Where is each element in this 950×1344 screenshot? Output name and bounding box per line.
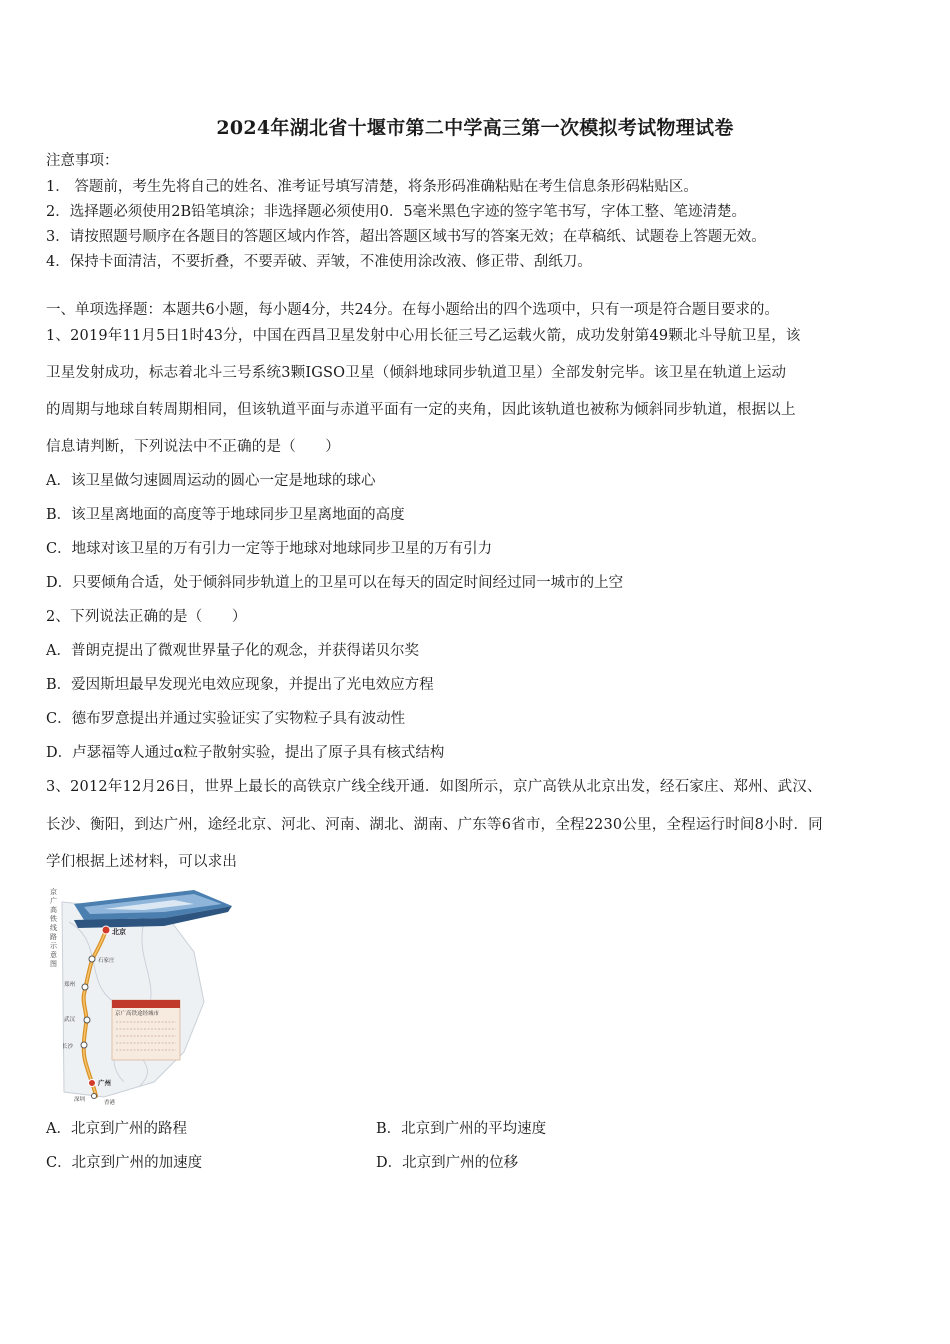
q2-option-b: B．爱因斯坦最早发现光电效应现象，并提出了光电效应方程 (46, 677, 434, 693)
page-title: 2024年湖北省十堰市第二中学高三第一次模拟考试物理试卷 (216, 117, 734, 139)
q3-option-b: B．北京到广州的平均速度 (376, 1121, 547, 1137)
q3-stem-line: 学们根据上述材料，可以求出 (46, 854, 238, 870)
map-side-char: 图 (50, 960, 57, 968)
city-label: 郑州 (64, 982, 76, 988)
city-label: 广州 (98, 1079, 111, 1087)
map-side-char: 高 (50, 906, 57, 914)
city-label: 深圳 (74, 1097, 86, 1103)
q3-stem-line: 长沙、衡阳，到达广州，途经北京、河北、河南、湖北、湖南、广东等6省市，全程2230公里，全程运行时间8小时．同 (46, 817, 823, 833)
station-shijiazhuang (89, 956, 95, 962)
station-changsha (81, 1042, 87, 1048)
station-zhengzhou (82, 984, 88, 990)
map-side-char: 线 (50, 924, 57, 932)
station-beijing (102, 926, 110, 934)
q1-option-b: B．该卫星离地面的高度等于地球同步卫星离地面的高度 (46, 507, 405, 523)
q2-option-d: D．卢瑟福等人通过α粒子散射实验，提出了原子具有核式结构 (46, 745, 445, 761)
map-side-char: 示 (50, 942, 57, 950)
map-side-label (50, 887, 58, 968)
q1-option-a: A．该卫星做匀速圆周运动的圆心一定是地球的球心 (46, 473, 376, 489)
map-side-char: 京 (50, 888, 57, 896)
q2-option-a: A．普朗克提出了微观世界量子化的观念，并获得诺贝尔奖 (46, 643, 419, 659)
q2-option-c: C．德布罗意提出并通过实验证实了实物粒子具有波动性 (46, 711, 406, 727)
city-label: 香港 (104, 1100, 116, 1106)
q3-option-a: A．北京到广州的路程 (46, 1121, 187, 1137)
q3-option-d: D．北京到广州的位移 (376, 1155, 519, 1171)
notice-item: 2．选择题必须使用2B铅笔填涂；非选择题必须使用0．5毫米黑色字迹的签字笔书写，字体工整、笔迹清楚。 (46, 204, 747, 220)
notice-item: 1． 答题前，考生先将自己的姓名、准考证号填写清楚，将条形码准确粘贴在考生信息条形码粘贴区。 (46, 179, 698, 195)
notice-item: 4．保持卡面清洁，不要折叠，不要弄破、弄皱，不准使用涂改液、修正带、刮纸刀。 (46, 254, 592, 270)
map-side-char: 意 (50, 951, 57, 959)
q3-option-c: C．北京到广州的加速度 (46, 1155, 203, 1171)
city-label: 北京 (112, 928, 126, 936)
map-box-title: 京广高铁途经城市 (115, 1011, 160, 1017)
city-label: 长沙 (62, 1044, 74, 1050)
q1-stem-line: 信息请判断，下列说法中不正确的是（ ） (46, 439, 340, 455)
city-label: 石家庄 (98, 958, 115, 964)
city-label: 武汉 (64, 1017, 76, 1023)
notice-item: 3．请按照题号顺序在各题目的答题区域内作答，超出答题区域书写的答案无效；在草稿纸、试题卷上答题无效。 (46, 229, 766, 245)
station-wuhan (84, 1017, 90, 1023)
q1-option-d: D．只要倾角合适，处于倾斜同步轨道上的卫星可以在每天的固定时间经过同一城市的上空 (46, 575, 624, 591)
map-info-box (112, 1000, 180, 1060)
map-side-char: 广 (50, 897, 57, 905)
map-side-char: 铁 (50, 915, 57, 923)
q1-option-c: C．地球对该卫星的万有引力一定等于地球对地球同步卫星的万有引力 (46, 541, 493, 557)
q2-stem: 2、下列说法正确的是（ ） (46, 609, 247, 625)
q3-stem-line: 3、2012年12月26日，世界上最长的高铁京广线全线开通．如图所示，京广高铁从北京出发，经石家庄、郑州、武汉、 (46, 779, 822, 795)
q1-stem-line: 卫星发射成功，标志着北斗三号系统3颗IGSO卫星（倾斜地球同步轨道卫星）全部发射完毕。该卫星在轨道上运动 (46, 365, 787, 381)
q1-stem-line: 1、2019年11月5日1时43分，中国在西昌卫星发射中心用长征三号乙运载火箭，成功发射第49颗北斗导航卫星，该 (46, 328, 801, 344)
railway-map-figure (44, 882, 234, 1107)
map-side-char: 路 (50, 933, 57, 941)
section-heading: 一、单项选择题：本题共6小题，每小题4分，共24分。在每小题给出的四个选项中，只有一项是符合题目要求的。 (46, 302, 779, 318)
station-shenzhen (92, 1094, 97, 1099)
station-guangzhou (89, 1080, 96, 1087)
notice-heading: 注意事项： (46, 153, 119, 169)
q1-stem-line: 的周期与地球自转周期相同，但该轨道平面与赤道平面有一定的夹角，因此该轨道也被称为倾斜同步轨道，根据以上 (46, 402, 796, 418)
